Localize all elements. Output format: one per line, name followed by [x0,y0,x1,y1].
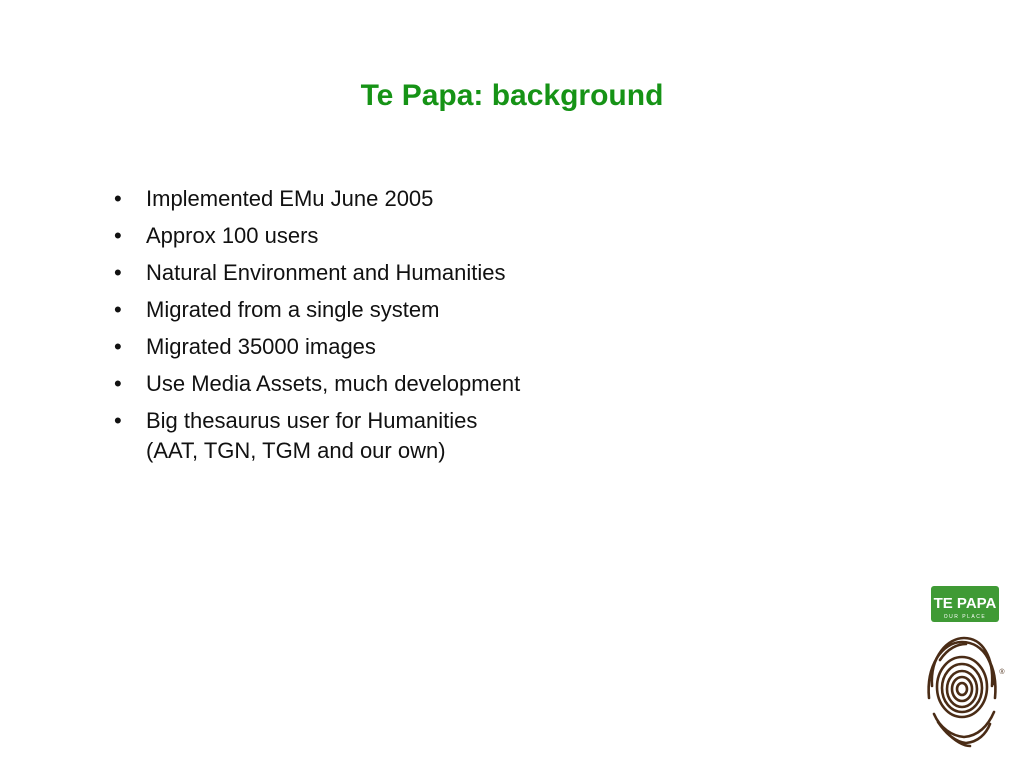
list-item [112,406,520,466]
list-item [112,258,520,288]
bullet-text: Migrated 35000 images [146,334,376,359]
list-item [112,184,520,214]
list-item [112,369,520,399]
bullet-text-continuation: (AAT, TGN, TGM and our own) [146,438,446,463]
bullet-marker: • [114,297,122,322]
bullet-marker: • [114,186,122,211]
list-item [112,332,520,362]
bullet-marker: • [114,408,122,433]
bullet-text: Use Media Assets, much development [146,371,521,396]
bullet-marker: • [114,334,122,359]
bullet-text: Migrated from a single system [146,297,440,322]
bullet-text: Implemented EMu June 2005 [146,186,434,211]
registered-mark: ® [999,669,1005,676]
bullet-text: Big thesaurus user for Humanities [146,408,478,433]
fingerprint-icon [929,638,996,746]
bullet-text: Natural Environment and Humanities [146,260,506,285]
bullet-text: Approx 100 users [146,223,319,248]
bullet-marker: • [114,260,122,285]
logo-tagline: OUR PLACE [943,614,987,620]
bullet-marker: • [114,371,122,396]
list-item [112,221,520,251]
list-item [112,295,520,325]
slide-title: Te Papa: background [360,79,664,112]
logo-wordmark: TE PAPA [933,595,997,612]
bullet-marker: • [114,223,122,248]
bullet-list [112,184,520,473]
te-papa-logo [924,586,1010,750]
